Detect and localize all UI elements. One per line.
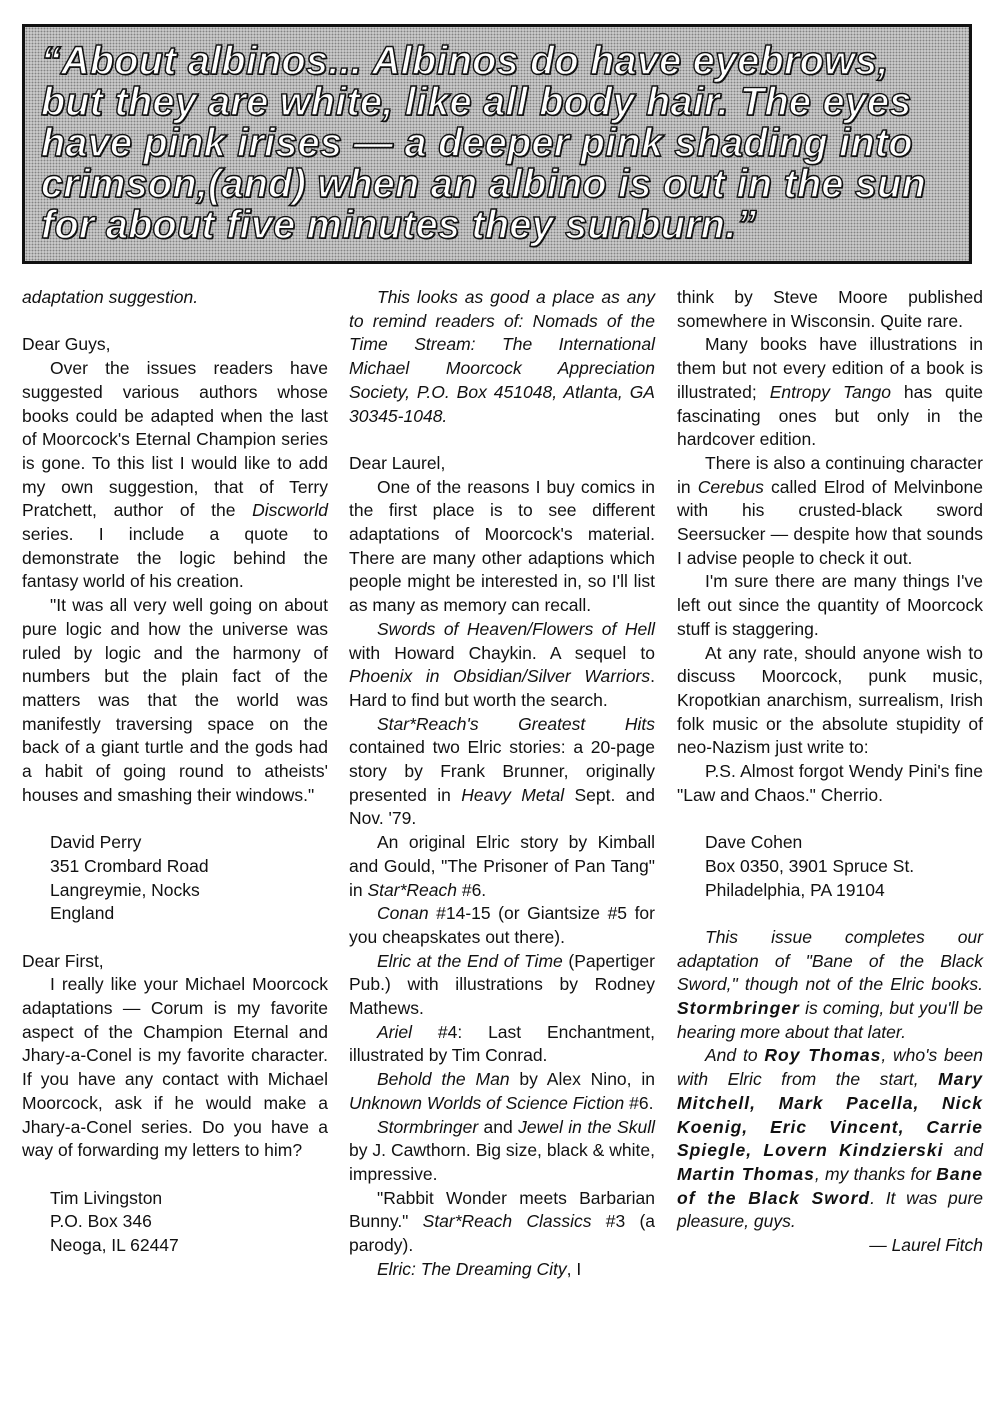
letter-paragraph: P.S. Almost forgot Wendy Pini's fine "Law and Chaos." Cherrio. [677,761,983,805]
letter-paragraph [349,1116,655,1187]
address-line: England [50,903,115,924]
column-left [22,286,328,1258]
address-line: Philadelphia, PA 19104 [705,879,885,900]
text: by J. Cawthorn. Big size, black & white, impressive. [349,1140,655,1184]
text: Ariel [377,1021,413,1042]
text: Discworld [252,500,328,521]
letter-paragraph [677,333,983,452]
text: Cerebus [697,476,764,497]
text: Stormbringer [677,998,800,1019]
letter-address [22,831,328,926]
text: contained two Elric stories: a 20-page story by Frank Brunner, originally presented in [349,737,655,805]
text: Heavy Metal [461,784,565,805]
letter-salutation: Dear Guys, [22,334,111,355]
pull-quote-box [22,24,972,264]
text: and [478,1116,519,1137]
text: Over the issues readers have suggested various authors whose books could be adapted when the last of Moorcock's Eternal Champion series is gone. To this list I would like to add my own suggestion, that of Terry Pratchett, author of the [22,358,328,521]
address-line: David Perry [50,832,142,853]
text: #14-15 (or Giantsize #5 for you cheapskates out there). [349,903,655,947]
text: Jewel in the Skull [518,1116,655,1137]
letter-quote: "It was all very well going on about pure logic and how the universe was ruled by logic and the harmony of numbers but the plain fact of the matters was that the world was manifestly traversing space on the back of a giant turtle and the gods had a habit of going round to atheists' houses and smashing their windows." [22,595,328,805]
text: . It was pure pleasure, guys. [677,1187,983,1232]
letter-paragraph [677,452,983,571]
text: is coming, but you'll be hearing more about that later. [677,998,983,1042]
text: series. I include a quote to demonstrate the logic behind the fantasy world of his creation. [22,524,328,592]
text: by Alex Nino, in [509,1069,655,1090]
address-line: 351 Crombard Road [50,855,209,876]
text: "Rabbit Wonder meets Barbarian Bunny." [349,1187,655,1232]
text: Entropy Tango [769,381,891,402]
letter-paragraph [22,357,328,594]
letter-paragraph [349,713,655,832]
text: Elric at the End of Time [377,950,563,971]
text: #3 (a parody). [349,1211,656,1256]
letter-paragraph [349,1021,655,1068]
text: Star*Reach's Greatest Hits [377,713,655,734]
editor-note [677,926,983,1045]
text: , who's been with Elric from the start, [677,1045,983,1090]
letter-paragraph: One of the reasons I buy comics in the first place is to see different adaptations of Moorcock's material. There are many other adaptions which people might be interested in, so I'll list as many as memory can recall. [349,476,655,616]
letter-paragraph: I'm sure there are many things I've left out since the quantity of Moorcock stuff is staggering. [677,571,983,639]
text: Behold the Man [377,1069,510,1090]
letter-paragraph [349,902,655,949]
text: Unknown Worlds of Science Fiction [349,1092,625,1113]
text: Stormbringer [377,1116,479,1137]
letter-salutation: Dear Laurel, [349,452,446,473]
text: Many books have illustrations in them but not every edition of a book is illustrated; [677,334,983,402]
address-line: Box 0350, 3901 Spruce St. [705,855,915,876]
address-line: Langreymie, Nocks [50,879,200,900]
letter-address [677,831,983,902]
pull-quote-line: have pink irises — a deeper pink shading into [41,121,913,165]
address-line: Dave Cohen [705,832,803,853]
text: #6. [624,1092,654,1113]
text: Elric: The Dreaming City [377,1258,567,1279]
letter-salutation: Dear First, [22,950,104,971]
address-line: Tim Livingston [50,1187,163,1208]
text: Sept. and Nov. '79. [349,784,655,829]
editor-note-tail: adaptation suggestion. [22,287,199,307]
text: And to [705,1045,765,1066]
editor-note: This looks as good a place as any to remind readers of: Nomads of the Time Stream: The International Michael Moorcock Appreciation Society, P.O. Box 451048, Atlanta, GA 30345-1048. [349,287,655,426]
text: There is also a continuing character in [677,452,983,497]
text: Phoenix in Obsidian/Silver Warriors [349,666,651,687]
letter-paragraph [349,1187,655,1258]
letter-paragraph [349,1068,655,1115]
text: #4: Last Enchantment, illustrated by Tim Conrad. [349,1021,655,1066]
address-line: Neoga, IL 62447 [50,1235,179,1256]
text: called Elrod of Melvinbone with his crusted-black sword Seersucker — despite how that sounds I advise people to check it out. [677,476,983,568]
letter-paragraph: At any rate, should anyone wish to discuss Moorcock, punk music, Kropotkian anarchism, surrealism, Irish folk music or the absolute stupidity of neo-Nazism just write to: [677,642,983,758]
text: Conan [377,903,429,924]
text: Swords of Heaven/Flowers of Hell [377,618,655,639]
text: Mary Mitchell, Mark Pacella, Nick Koenig, Eric Vincent, Carrie Spiegle, Lovern Kindzierski [677,1069,983,1161]
text: , my thanks for [814,1163,937,1184]
letter-paragraph: I really like your Michael Moorcock adaptations — Corum is my favorite aspect of the Champion Eternal and Jhary-a-Conel is my favorite character. If you have any contact with Michael Moorcock, ask if he would make a Jhary-a-Conel series. Do you have a way of forwarding my letters to him? [22,974,328,1161]
text: has quite fascinating ones but only in the hardcover edition. [677,381,984,450]
text: Bane of the Black Sword [677,1163,983,1208]
editor-signature: — Laurel Fitch [869,1235,983,1256]
text: An original Elric story by Kimball and Gould, "The Prisoner of Pan Tang" in [349,832,655,900]
text: , I [566,1258,582,1279]
text: and [943,1140,983,1161]
text: Roy Thomas [764,1045,882,1066]
text: Star*Reach Classics [422,1211,592,1232]
pull-quote-line: but they are white, like all body hair. The eyes [41,80,912,124]
letter-paragraph [349,950,655,1021]
pull-quote-line: for about five minutes they sunburn.” [41,203,757,247]
text: Martin Thomas [677,1163,815,1184]
pull-quote-line: crimson,(and) when an albino is out in the sun [41,162,927,206]
column-right [677,286,983,1258]
letter-paragraph [349,831,655,902]
editor-note [677,1044,983,1234]
pull-quote-line: “About albinos... Albinos do have eyebrows, [41,39,889,83]
text: with Howard Chaykin. A sequel to [349,642,655,663]
text: This issue completes our adaptation of "Bane of the Black Sword," though not of the Elric books. [677,926,983,995]
text: . Hard to find but worth the search. [349,666,655,710]
text: (Papertiger Pub.) with illustrations by Rodney Mathews. [349,950,655,1019]
column-middle [349,286,655,1282]
address-line: P.O. Box 346 [50,1211,152,1232]
text: #6. [456,879,487,900]
letter-paragraph [349,1258,655,1282]
text: Star*Reach [367,879,457,900]
letter-paragraph: think by Steve Moore published somewhere in Wisconsin. Quite rare. [677,287,983,331]
letter-paragraph [349,618,655,713]
letter-address [22,1187,328,1258]
